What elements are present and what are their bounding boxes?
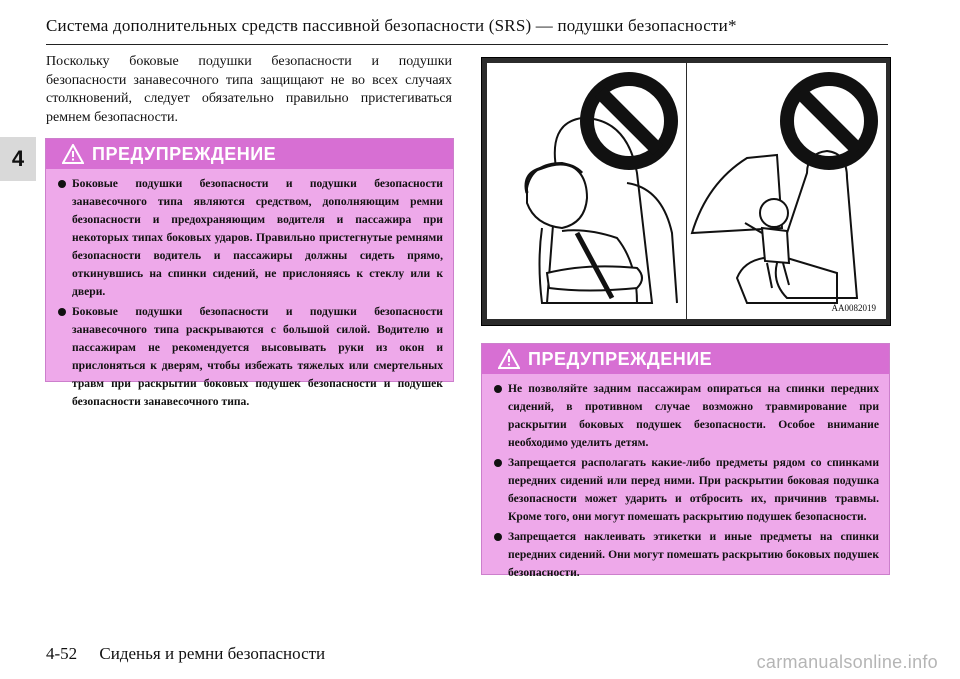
warning-item: Боковые подушки безопасности и подушки безопасности занавесочного типа раскрываются с большой силой. Водителю и пассажирам не рекомендуется высовывать руки из окон и прислоняться к дверям, чтобы избежать тяжелых или смертельных травм при раскрытии боковых подушек безопасности и подушек безопасности занавесочного типа.	[58, 303, 443, 411]
footer-section: Сиденья и ремни безопасности	[99, 644, 326, 663]
watermark: carmanualsonline.info	[756, 652, 938, 672]
page-header-title: Система дополнительных средств пассивной безопасности (SRS) — подушки безопасности*	[46, 16, 737, 35]
warning-header	[482, 344, 889, 374]
warning-item: Боковые подушки безопасности и подушки безопасности занавесочного типа являются средством, дополняющим ремни безопасности и предохраняющим водителя и пассажира при некоторых типах боковых ударов. Правильно пристегнутые ремнями безопасности водитель и пассажиры должны сидеть прямо, откинувшись на спинки сидений, не прислоняясь к стеклу или к двери.	[58, 175, 443, 301]
chapter-tab: 4	[0, 137, 36, 181]
warning-triangle-icon	[62, 144, 84, 164]
warning-list	[482, 374, 889, 590]
warning-title: ПРЕДУПРЕЖДЕНИЕ	[528, 348, 713, 369]
warning-item: Не позволяйте задним пассажирам опираться на спинки передних сидений, в противном случае возможно травмирование при раскрытии боковых подушек безопасности. Особое внимание необходимо уделить детям.	[494, 380, 879, 452]
warning-box-left	[45, 138, 454, 408]
page-number: 4-52	[46, 644, 78, 663]
page-footer	[46, 644, 325, 664]
intro-paragraph: Поскольку боковые подушки безопасности и подушки безопасности занавесочного типа защищают не во всех случаях столкновений, следует обязательно правильно пристегиваться ремнем безопасности.	[46, 54, 452, 125]
header-divider	[46, 44, 888, 45]
child-head-icon	[760, 199, 788, 227]
warning-title: ПРЕДУПРЕЖДЕНИЕ	[92, 143, 277, 164]
prohibited-icon	[579, 71, 679, 171]
illustration-figure	[481, 57, 891, 326]
figure-id-label: AA0082019	[831, 303, 876, 313]
warning-list	[46, 169, 453, 419]
figure-panel-right	[687, 63, 886, 319]
figure-panel-left	[487, 63, 686, 319]
warning-box-right	[481, 343, 890, 579]
warning-item: Запрещается наклеивать этикетки и иные предметы на спинки передних сидений. Они могут помешать раскрытию боковых подушек безопасности.	[494, 528, 879, 582]
warning-triangle-icon	[498, 349, 520, 369]
person-head-icon	[527, 163, 587, 228]
warning-item: Запрещается располагать какие-либо предметы рядом со спинками передних сидений или перед ними. При раскрытии боковая подушка безопасности может ударить и отбросить их, причинив травмы. Кроме того, они могут помешать раскрытию подушек безопасности.	[494, 454, 879, 526]
prohibited-icon	[779, 71, 879, 171]
warning-header	[46, 139, 453, 169]
